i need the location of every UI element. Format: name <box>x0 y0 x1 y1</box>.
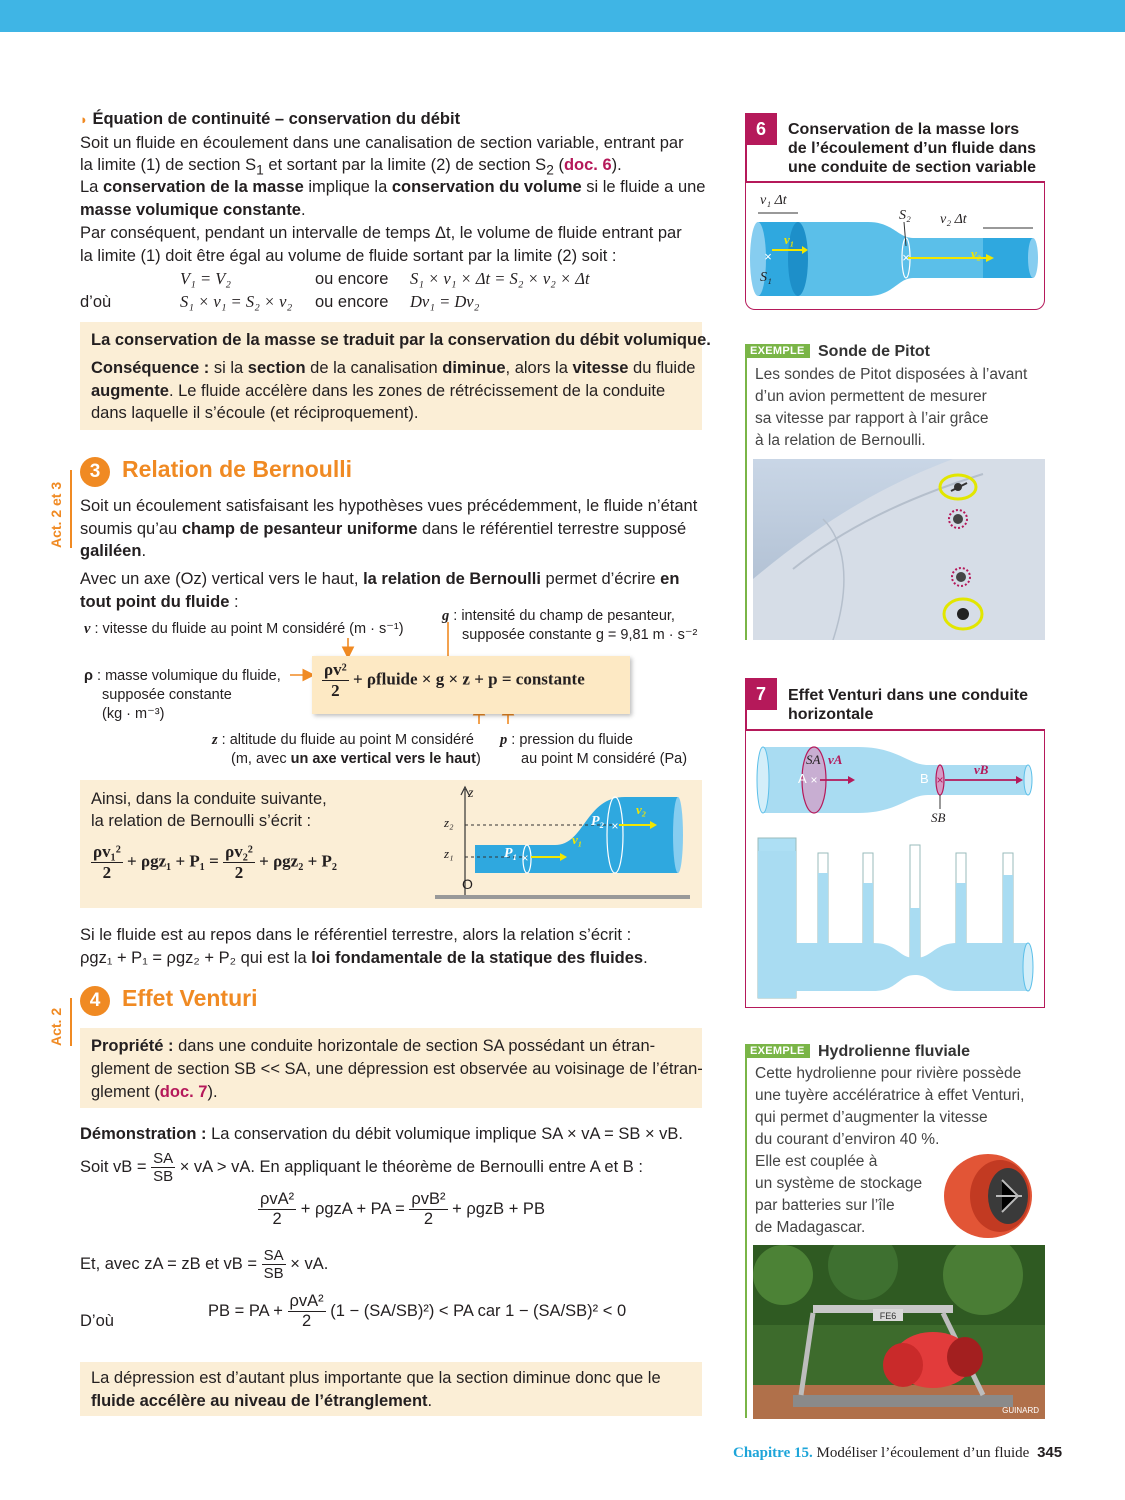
doc7-reference-link[interactable]: doc. 7 <box>159 1083 208 1101</box>
diagram-origin: O <box>462 876 473 892</box>
doc6-label-v2: v₂ <box>971 246 982 261</box>
photo-credit: GUINARD <box>1002 1406 1039 1415</box>
doc6-title: Conservation de la masse lors de l’écoulement d’un fluide dans une conduite de section variable <box>788 121 1037 176</box>
doc6-left-rule <box>745 145 747 182</box>
bernoulli-ab-equation: $\frac{\text{ρvA²}}{2}$ + ρgzA + PA = $\frac{\text{ρvB²}}{2}$ + ρgzB + PB <box>260 1190 545 1228</box>
diagram-p1: P₁ <box>504 846 518 861</box>
doc7-number: 7 <box>745 678 777 710</box>
conclusion-line-2: fluide accélère au niveau de l’étranglement. <box>91 1392 433 1410</box>
venturi-conclusion-box <box>80 1362 702 1416</box>
svg-text:×: × <box>764 249 772 264</box>
conduit-diagram <box>435 785 695 903</box>
doc7-rule <box>745 729 1045 731</box>
diagram-z2: z₂ <box>444 815 454 830</box>
hydro-photo-label: FE6 <box>879 1311 897 1321</box>
doc7-label-sb: SB <box>931 810 946 825</box>
svg-text:×: × <box>936 773 944 787</box>
doc7-label-vb: vB <box>974 762 989 777</box>
example-bernoulli-formula: $\frac{\text{ρv₁²}}{2}$ + ρgz₁ + P₁ = $\frac{\text{ρv₂²}}{2}$ + ρgz₂ + P₂ <box>93 842 337 882</box>
property-line-2: glement de section SB << SA, une dépression est observée au voisinage de l’étran- <box>91 1060 703 1078</box>
pitot-title: Sonde de Pitot <box>818 343 930 360</box>
summary-line-4: dans laquelle il s’écoule (et réciproquement). <box>91 404 419 422</box>
property-line-3: glement (doc. 7). <box>91 1083 218 1101</box>
annotation-density-2: supposée constante <box>102 687 232 703</box>
bernoulli-text-2: soumis qu’au champ de pesanteur uniforme dans le référentiel terrestre supposé <box>80 520 687 538</box>
soit-equation: Soit vB = $\frac{SA}{SB}$ × vA > vA. En appliquant le théorème de Bernoulli entre A et B : <box>80 1150 643 1185</box>
hydro-text: Cette hydrolienne pour rivière possède une tuyère accélératrice à effet Venturi, qui permet d’augmenter la vitesse du courant d’environ 40 %. Elle est couplée à un système de stockage par batteries sur l’île de Madagascar. <box>755 1065 1025 1236</box>
doc6-label-s2: S₂ <box>899 208 911 223</box>
doc6-label-v1: v₁ <box>784 232 795 247</box>
doc6-label-v1dt: v₁ Δt <box>760 193 787 208</box>
doc7-label-b: B <box>920 771 929 786</box>
side-tag-act23: Act. 2 et 3 <box>48 481 64 548</box>
conclusion-line-1: La dépression est d’autant plus importante que la section diminue donc que le <box>91 1369 661 1387</box>
diagram-z1: z₁ <box>444 846 454 861</box>
annotation-gravity: g : intensité du champ de pesanteur, <box>442 608 675 624</box>
diagram-axis-z: z <box>468 786 474 801</box>
footer-chapter: Chapitre 15. <box>733 1445 813 1461</box>
section3-number: 3 <box>80 457 110 487</box>
hydro-turbine-thumbnail <box>930 1150 1042 1242</box>
bernoulli-text-1: Soit un écoulement satisfaisant les hypothèses vues précédemment, le fluide n’étant <box>80 497 698 515</box>
bernoulli-example-box <box>80 780 702 908</box>
continuity-text-4: masse volumique constante. <box>80 201 306 219</box>
bernoulli-text-5: tout point du fluide : <box>80 593 239 611</box>
continuity-text-2: la limite (1) de section $S_1$ et sortant par la limite (2) de section $S_2$ (doc. 6). <box>80 156 622 178</box>
annotation-gravity-2: supposée constante g = 9,81 m · s⁻² <box>462 627 698 643</box>
hydro-example-tag: EXEMPLE <box>745 1044 810 1058</box>
equation-hence-label: d’où <box>80 293 112 311</box>
svg-text:×: × <box>902 250 910 265</box>
doc6-reference-link[interactable]: doc. 6 <box>563 156 612 174</box>
annotation-altitude-2: (m, avec un axe vertical vers le haut) <box>231 751 481 767</box>
hydro-left-rule <box>745 1044 747 1418</box>
svg-text:×: × <box>810 773 818 787</box>
doc7-title: Effet Venturi dans une conduite horizontale <box>788 687 1029 723</box>
annotation-altitude: z : altitude du fluide au point M considéré <box>212 732 474 748</box>
section3-title: Relation de Bernoulli <box>122 456 353 482</box>
rest-text-2: ρgz₁ + P₁ = ρgz₂ + P₂ qui est la loi fondamentale de la statique des fluides. <box>80 949 648 967</box>
annotation-density-3: (kg · m⁻³) <box>102 706 165 722</box>
diagram-p2: P₂ <box>591 814 605 829</box>
hydro-photo <box>753 1245 1045 1419</box>
hydro-title: Hydrolienne fluviale <box>818 1043 971 1060</box>
pitot-left-rule <box>745 344 747 640</box>
bernoulli-text-4: Avec un axe (Oz) vertical vers le haut, la relation de Bernoulli permet d’écrire en <box>80 570 680 588</box>
example-line-1: Ainsi, dans la conduite suivante, <box>91 790 327 808</box>
continuity-text-6: la limite (1) doit être égal au volume de fluide sortant par la limite (2) soit : <box>80 247 617 265</box>
annotation-pressure-2: au point M considéré (Pa) <box>521 751 688 767</box>
doc7-label-a: A <box>798 771 807 786</box>
summary-line-1: La conservation de la masse se traduit par la conservation du débit volumique. <box>91 331 711 349</box>
bernoulli-formula: $\frac{\text{ρv²}}{2}$ + ρfluide × g × z + p = constante <box>324 660 585 700</box>
page-number: 345 <box>1037 1444 1063 1461</box>
rest-text-1: Si le fluide est au repos dans le référentiel terrestre, alors la relation s’écrit : <box>80 926 632 944</box>
example-line-2: la relation de Bernoulli s’écrit : <box>91 812 312 830</box>
side-tag-act2: Act. 2 <box>48 1007 64 1046</box>
section4-title: Effet Venturi <box>122 985 258 1011</box>
equation-volume-expanded: S₁ × v₁ × Δt = S₂ × v₂ × Δt <box>410 269 590 288</box>
equal-altitude-equation: Et, avec zA = zB et vB = $\frac{SA}{SB}$ × vA. <box>80 1247 329 1282</box>
pitot-photo <box>753 459 1045 640</box>
pressure-drop-equation: PB = PA + $\frac{\text{ρvA²}}{2}$ (1 − (SA/SB)²) < PA car 1 − (SA/SB)² < 0 <box>208 1292 627 1330</box>
diagram-v1: v₁ <box>572 832 583 847</box>
page-footer <box>733 1444 1062 1462</box>
summary-line-2: Conséquence : si la section de la canalisation diminue, alors la vitesse du fluide <box>91 359 696 377</box>
diagram-v2: v₂ <box>636 802 647 817</box>
property-line-1: Propriété : dans une conduite horizontale de section SA possédant un étran- <box>91 1037 656 1055</box>
annotation-density: ρ : masse volumique du fluide, <box>84 668 281 684</box>
hence-label: D’où <box>80 1312 114 1330</box>
venturi-property-box <box>80 1028 702 1108</box>
annotation-pressure: p : pression du fluide <box>500 732 633 748</box>
doc6-label-s1: S₁ <box>760 270 772 285</box>
doc7-venturi-diagram <box>748 733 1042 1005</box>
doc7-left-rule <box>745 710 747 730</box>
doc6-rule <box>745 181 1045 183</box>
equation-flow: S₁ × v₁ = S₂ × v₂ <box>180 292 293 311</box>
side-bar-act2 <box>70 998 72 1046</box>
section4-number: 4 <box>80 986 110 1016</box>
equation-debit: Dv₁ = Dv₂ <box>410 292 480 311</box>
doc6-number: 6 <box>745 113 777 145</box>
equation-or-1: ou encore <box>315 270 389 288</box>
triangle-bullet-icon: ◗ <box>80 112 88 127</box>
pitot-text: Les sondes de Pitot disposées à l’avant d’un avion permettent de mesurer sa vitesse par rapport à l’air grâce à la relation de Bernoulli. <box>755 366 1028 449</box>
continuity-text-5: Par conséquent, pendant un intervalle de temps Δt, le volume de fluide entrant par <box>80 224 682 242</box>
bernoulli-text-3: galiléen. <box>80 542 147 560</box>
doc7-label-va: vA <box>828 752 843 767</box>
bernoulli-formula-box <box>312 656 630 714</box>
annotation-velocity: v : vitesse du fluide au point M considéré (m · s⁻¹) <box>84 621 404 637</box>
doc6-label-v2dt: v₂ Δt <box>940 212 967 227</box>
equation-or-2: ou encore <box>315 293 389 311</box>
summary-line-3: augmente. Le fluide accélère dans les zones de rétrécissement de la conduite <box>91 382 666 400</box>
demonstration-text: Démonstration : La conservation du débit volumique implique SA × vA = SB × vB. <box>80 1125 684 1143</box>
continuity-text-3: La conservation de la masse implique la conservation du volume si le fluide a une <box>80 178 706 196</box>
continuity-text-1: Soit un fluide en écoulement dans une canalisation de section variable, entrant par <box>80 134 684 152</box>
continuity-heading: ◗ Équation de continuité – conservation du débit <box>80 110 461 128</box>
equation-volume: V₁ = V₂ <box>180 269 232 288</box>
svg-text:×: × <box>521 851 529 865</box>
doc7-label-sa: SA <box>806 752 821 767</box>
footer-chapter-title: Modéliser l’écoulement d’un fluide <box>812 1445 1030 1461</box>
svg-text:×: × <box>611 819 619 833</box>
pitot-example-tag: EXEMPLE <box>745 344 810 358</box>
